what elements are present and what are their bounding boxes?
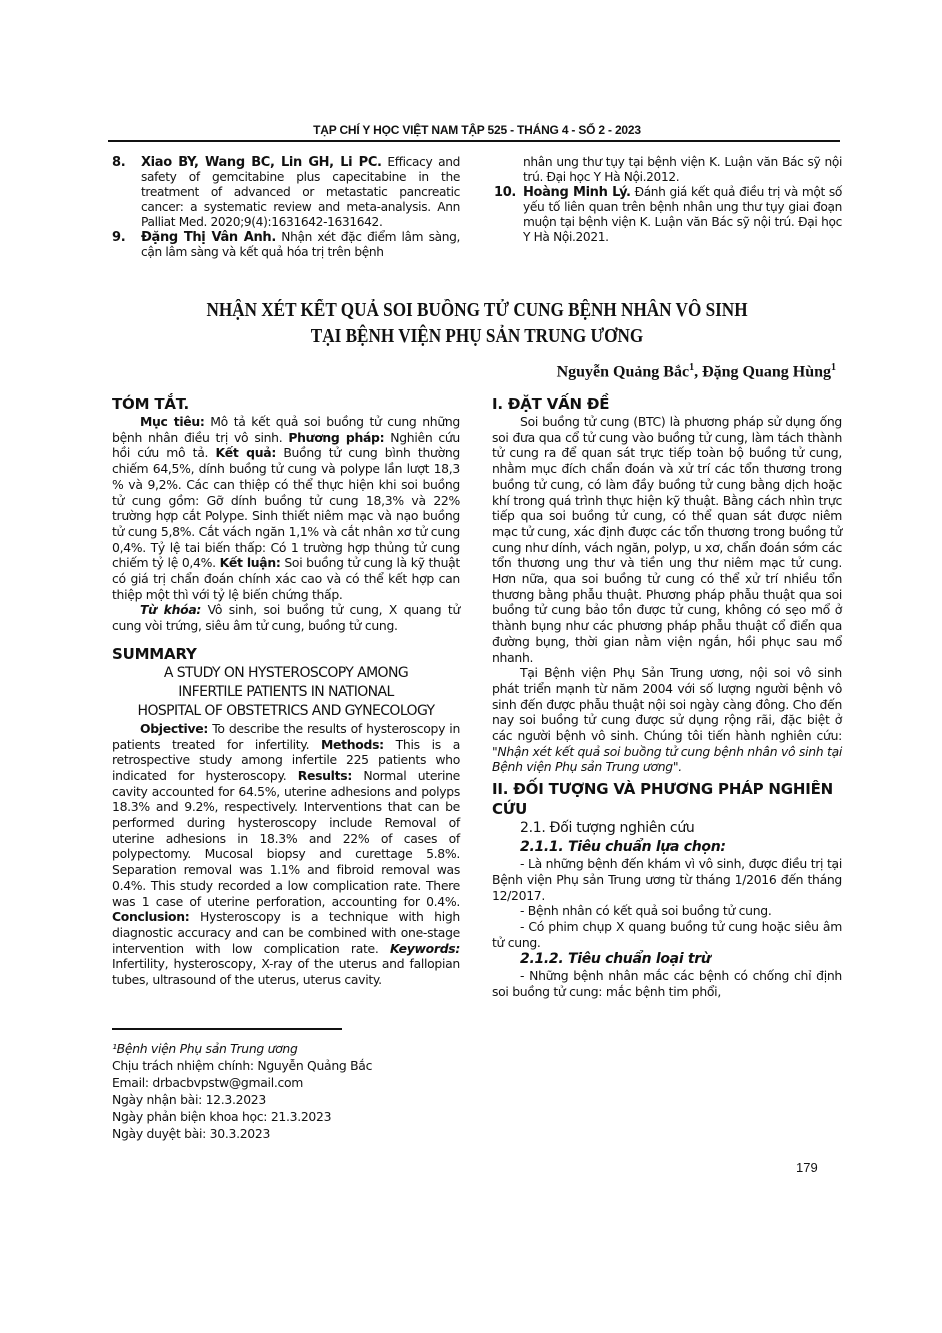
section-1-heading: I. ĐẶT VẤN ĐỀ: [492, 395, 610, 413]
references-right-column: [494, 155, 842, 245]
footnotes: [112, 1040, 452, 1142]
abstract-en-title: [112, 664, 460, 721]
reference-number: 8.: [112, 155, 126, 170]
author-separator: ,: [694, 363, 703, 381]
reference-item: [112, 155, 460, 230]
label-results: Kết quả:: [215, 445, 276, 461]
affiliation-mark: 1: [689, 362, 695, 373]
keywords-text: Infertility, hysteroscopy, X-ray of the uterus and fallopian tubes, ultrasound of the uterus, uterus cavity.: [112, 956, 460, 988]
reference-body: Efficacy and safety of gemcitabine plus capecitabine in the treatment of advanced or metastatic pancreatic cancer: a systematic review and meta-analysis. Ann Palliat Med. 2020;9(4):1631642-1631642.: [141, 155, 460, 229]
en-title-line: HOSPITAL OF OBSTETRICS AND GYNECOLOGY: [137, 702, 435, 719]
footnote-received-date: Ngày nhận bài: 12.3.2023: [112, 1092, 266, 1107]
author-name: Nguyễn Quảng Bắc: [556, 363, 690, 381]
article-title: [156, 298, 798, 350]
affiliation-mark: 1: [831, 362, 836, 373]
label-objective: Mục tiêu:: [140, 414, 205, 429]
label-methods: Phương pháp:: [288, 429, 385, 445]
objective-text: Mô tả kết quả soi buồng tử cung những bệnh nhân điều trị vô sinh.: [112, 414, 460, 445]
criteria-item: - Là những bệnh đến khám vì vô sinh, được điều trị tại Bệnh viện Phụ sản Trung ương từ tháng 1/2016 đến tháng 12/2017.: [492, 856, 842, 903]
subsection-heading: 2.1. Đối tượng nghiên cứu: [520, 820, 695, 837]
title-line-2: TẠI BỆNH VIỆN PHỤ SẢN TRUNG ƯƠNG: [310, 326, 644, 347]
label-methods: Methods:: [321, 736, 384, 752]
label-results: Results:: [297, 767, 352, 783]
title-line-1: NHẬN XÉT KẾT QUẢ SOI BUỒNG TỬ CUNG BỆNH NHÂN VÔ SINH: [206, 300, 748, 321]
reference-body: Đánh giá kết quả điều trị và một số yếu tố liên quan trên bệnh nhân ung thư tụy giai đoạn muộn tại bệnh viện K. Luận văn Bác sỹ nội trú. Đại học Y Hà Nội.2021.: [523, 185, 842, 244]
study-title-quote: "Nhận xét kết quả soi buồng tử cung bệnh nhân vô sinh tại Bệnh viện Phụ sản Trung ương".: [492, 743, 842, 775]
keywords-text: Vô sinh, soi buồng tử cung, X quang tử cung vòi trứng, siêu âm tử cung, buồng tử cung.: [112, 602, 460, 634]
label-objective: Objective:: [140, 720, 209, 736]
reference-authors: Xiao BY, Wang BC, Lin GH, Li PC.: [141, 155, 382, 170]
label-keywords: Keywords:: [390, 940, 460, 956]
reference-item: [112, 230, 460, 260]
methods-text: Nghiên cứu hồi cứu mô tả.: [112, 429, 460, 461]
section-1-paragraph: Soi buồng tử cung (BTC) là phương pháp sử dụng ống soi đưa qua cổ tử cung vào buồng tử cung, làm tách thành tử cung ra để quan sát trực tiếp toàn bộ buồng tử cung, nhằm mục đích chẩn đoán và xử trí các tổn thương trong buồng tử cung, có làm đầy buồng tử cung bằng dịch hoặc khí trong quá trình thực hiện kỹ thuật. Bằng cách nhìn trực tiếp qua soi buồng tử cung, có thể quan sát được niêm mạc tử cung, xác định được các tổn thương trong buồng tử cung như dính, vách ngăn, polyp, u xơ, chẩn đoán sớm các tổn thương ung thư và tiền ung thư niêm mạc tử cung. Hơn nữa, qua soi buồng tử cung có thể xử trí nhiều tổn thương bằng phẫu thuật. Phương pháp phẫu thuật qua soi buồng tử cung bảo tồn được tử cung, không có sẹo mổ ở thành bụng như các phương pháp phẫu thuật cổ điển qua đường bụng, thời gian nằm viện ngắn, hồi phục sau mổ nhanh.: [492, 414, 842, 665]
results-text: Normal uterine cavity accounted for 64.5%, uterine adhesions and polyps 18.3% and 9.2%, respectively. Interventions that can be performed during hysteroscopy include Removal of uterine adhesions in 18.3% and 22% of cases of polypectomy. Mucosal biopsy and curettage 5.8%. Separation removal was 1.1% and fibroid removal was 0.4%. This study recorded a low complication rate. There was 1 case of uterine perforation, accounting for 0.4%.: [112, 767, 460, 909]
abstract-vi-keywords: [112, 602, 460, 633]
en-title-line: A STUDY ON HYSTEROSCOPY AMONG: [163, 664, 409, 681]
reference-authors: Hoàng Minh Lý.: [523, 185, 631, 200]
abstract-vi-body: [112, 414, 460, 602]
left-column: [112, 394, 460, 988]
abstract-en-body: [112, 721, 460, 988]
criteria-item: - Những bệnh nhân mắc các bệnh có chống chỉ định soi buồng tử cung: mắc bệnh tim phổi,: [492, 968, 842, 1000]
reference-text: [141, 155, 460, 230]
methods-text: This is a retrospective study among infertile 225 patients who indicated for hysteroscopy.: [112, 736, 460, 783]
abstract-vi-heading: TÓM TẮT.: [112, 395, 190, 413]
section-2-heading: II. ĐỐI TƯỢNG VÀ PHƯƠNG PHÁP NGHIÊN CỨU: [492, 780, 834, 819]
footnote-reviewed-date: Ngày phản biện khoa học: 21.3.2023: [112, 1109, 332, 1124]
reference-text: [141, 230, 460, 260]
objective-text: To describe the results of hysteroscopy in patients treated for infertility.: [112, 720, 460, 752]
reference-text: [523, 185, 842, 245]
reference-number: 10.: [494, 185, 516, 200]
footnote-corresponding-author: Chịu trách nhiệm chính: Nguyễn Quảng Bắc: [112, 1058, 373, 1073]
reference-item: [494, 185, 842, 245]
author-name: Đặng Quang Hùng: [702, 363, 831, 381]
footnote-affiliation: ¹Bệnh viện Phụ sản Trung ương: [112, 1041, 298, 1056]
author-list: [557, 362, 836, 381]
results-text: Buồng tử cung bình thường chiếm 64,5%, dính buồng tử cung và polype lần lượt 18,3 % và 9,2%. Các can thiệp có thể thực hiện khi soi buồng tử cung gồm: Gỡ dính buồng tử cung 18,3% và 22% trường hợp cắt Polype. Sinh thiết niêm mạc và nạo buồng tử cung 5,8%. Cắt vách ngăn 1,1% và cắt nhân xơ tử cung 0,4%. Tỷ lệ tai biến thấp: Có 1 trường hợp thủng tử cung chiếm tỷ lệ 0,4%.: [112, 445, 460, 571]
footnote-accepted-date: Ngày duyệt bài: 30.3.2023: [112, 1126, 271, 1141]
reference-body: Nhận xét đặc điểm lâm sàng, cận lâm sàng và kết quả hóa trị trên bệnh: [141, 230, 460, 259]
subsubsection-heading: 2.1.1. Tiêu chuẩn lựa chọn:: [520, 839, 726, 856]
criteria-item: - Có phim chụp X quang buồng tử cung hoặc siêu âm tử cung.: [492, 918, 842, 950]
section-1-paragraph: [492, 665, 842, 775]
reference-continuation: nhân ung thư tụy tại bệnh viện K. Luận văn Bác sỹ nội trú. Đại học Y Hà Nội.2012.: [523, 155, 842, 184]
label-conclusion: Conclusion:: [112, 909, 190, 925]
label-conclusion: Kết luận:: [219, 555, 281, 571]
footnote-rule: [112, 1028, 342, 1030]
page-number: 179: [796, 1160, 818, 1175]
reference-authors: Đặng Thị Vân Anh.: [141, 230, 276, 245]
abstract-en-heading: SUMMARY: [112, 644, 197, 663]
paragraph-text: Tại Bệnh viện Phụ Sản Trung ương, nội soi vô sinh phát triển mạnh từ năm 2004 với số lượng người bệnh vô sinh đến được phẫu thuật nội soi ngày càng đông. Cho đến nay soi buồng tử cung được sử dụng rộng rãi, đặc biệt ở các người bệnh vô sinh. Chúng tôi tiến hành nghiên cứu:: [492, 665, 842, 744]
label-keywords: Từ khóa:: [140, 602, 202, 618]
footnote-email: Email: drbacbvpstw@gmail.com: [112, 1075, 304, 1090]
journal-header: TẠP CHÍ Y HỌC VIỆT NAM TẬP 525 - THÁNG 4 - SỐ 2 - 2023: [313, 123, 641, 137]
header-rule: [108, 140, 840, 142]
references-left-column: [112, 155, 460, 260]
conclusion-text: Soi buồng tử cung là kỹ thuật có giá trị chẩn đoán chính xác cao và có thể kết hợp can thiệp một thì với tỷ lệ biến chứng thấp.: [112, 555, 460, 602]
en-title-line: INFERTILE PATIENTS IN NATIONAL: [178, 683, 394, 700]
conclusion-text: Hysteroscopy is a technique with high diagnostic accuracy and can be combined with one-stage intervention with low complication rate.: [112, 909, 460, 956]
criteria-item: - Bệnh nhân có kết quả soi buồng tử cung.: [520, 903, 772, 919]
reference-number: 9.: [112, 230, 126, 245]
subsubsection-heading: 2.1.2. Tiêu chuẩn loại trừ: [520, 951, 711, 968]
right-column: [492, 394, 842, 1000]
